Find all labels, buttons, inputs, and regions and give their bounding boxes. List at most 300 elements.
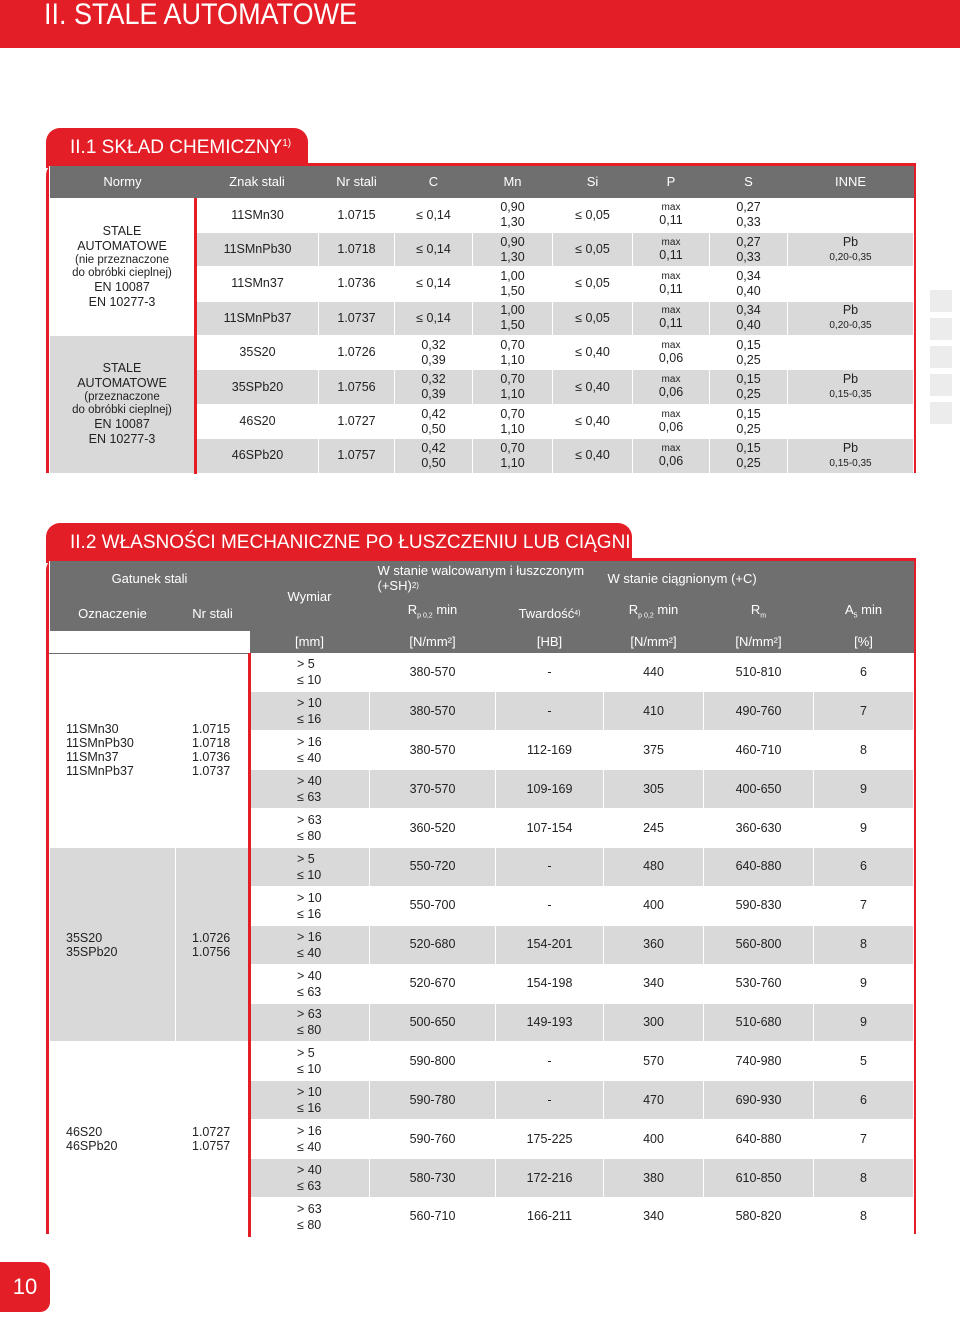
grade-number: 1.0718 — [192, 736, 231, 751]
a5-value: 7 — [814, 1120, 914, 1159]
dimension-range — [250, 1081, 370, 1120]
rm-value: 360-630 — [704, 809, 814, 848]
page-title: II. STALE AUTOMATOWE — [44, 0, 358, 31]
a5-value: 9 — [814, 809, 914, 848]
section2-title-text: II.2 WŁASNOŚCI MECHANICZNE PO ŁUSZCZENIU LUB CIĄGNIENIU — [70, 532, 676, 553]
dimension-lower: > 5 — [297, 851, 315, 866]
dimension-upper: ≤ 10 — [297, 673, 322, 688]
dimension-lower: > 40 — [297, 968, 322, 983]
phosphorus-number: 0,11 — [659, 316, 683, 331]
rp-sh-tail: min — [432, 602, 458, 618]
carbon-value: ≤ 0,14 — [395, 267, 473, 301]
rp-sh-value: 360-520 — [370, 809, 496, 848]
twardosc-text: Twardość — [518, 605, 575, 621]
dimension-upper: ≤ 63 — [297, 984, 322, 999]
manganese-value — [473, 198, 553, 232]
background-decoration — [930, 318, 952, 340]
rp-sh-value: 560-710 — [370, 1197, 496, 1236]
hardness-value: 149-193 — [496, 1003, 604, 1042]
rp-sh-value: 550-720 — [370, 847, 496, 886]
manganese-value — [473, 336, 553, 370]
manganese-line: 0,70 — [500, 440, 525, 455]
carbon-line: 0,32 — [421, 337, 446, 352]
page-header-bar — [0, 0, 960, 48]
sulfur-line: 0,15 — [736, 440, 761, 455]
grade-group-names — [50, 653, 176, 847]
dimension-upper: ≤ 63 — [297, 790, 322, 805]
dimension-upper: ≤ 63 — [297, 1179, 322, 1194]
mechanical-row — [50, 847, 914, 886]
unit-rp-sh: [N/mm²] — [370, 631, 496, 653]
dimension-upper: ≤ 10 — [297, 867, 322, 882]
unit-rp-c: [N/mm²] — [604, 631, 704, 653]
dimension-lower: > 63 — [297, 813, 322, 827]
other-element-name: Pb — [842, 234, 859, 249]
col-header-c: C — [395, 166, 473, 198]
dimension-upper: ≤ 80 — [297, 1217, 322, 1232]
phosphorus-max-label: max — [661, 305, 681, 317]
a5-sub: 5 — [853, 612, 858, 620]
rm-value: 490-760 — [704, 692, 814, 731]
a5-value: 5 — [814, 1042, 914, 1081]
steel-number: 1.0757 — [319, 439, 395, 473]
grade-name: 46S20 — [66, 1125, 103, 1140]
grade-name: 46SPb20 — [66, 1139, 118, 1154]
phosphorus-value — [633, 439, 710, 473]
norm-group-line: do obróbki cieplnej) — [72, 404, 172, 417]
manganese-line: 1,30 — [500, 249, 525, 264]
sulfur-line: 0,27 — [736, 234, 761, 249]
a5-value: 8 — [814, 1197, 914, 1236]
other-elements-value — [788, 404, 914, 438]
col-header-gatunek: Gatunek stali — [50, 561, 250, 595]
rm-sub: m — [760, 612, 767, 620]
hardness-value: 109-169 — [496, 770, 604, 809]
sulfur-value — [710, 267, 788, 301]
sulfur-value — [710, 232, 788, 266]
dimension-range — [250, 1042, 370, 1081]
rp-c-value: 375 — [604, 731, 704, 770]
sulfur-value — [710, 439, 788, 473]
phosphorus-number: 0,11 — [659, 247, 683, 262]
dimension-lower: > 5 — [297, 657, 315, 672]
rp-c-value: 340 — [604, 964, 704, 1003]
rp-c-value: 570 — [604, 1042, 704, 1081]
mech-header-row-2 — [50, 595, 914, 631]
dimension-upper: ≤ 10 — [297, 1062, 322, 1077]
background-decoration — [930, 346, 952, 368]
dimension-range — [250, 653, 370, 692]
norm-group-line: (przeznaczone — [84, 391, 160, 404]
sulfur-line: 0,34 — [736, 303, 761, 318]
steel-grade: 35SPb20 — [196, 370, 319, 404]
rp-c-sub: p 0,2 — [638, 612, 654, 620]
mechanical-row — [50, 1042, 914, 1081]
a5-value: 9 — [814, 964, 914, 1003]
grade-number: 1.0726 — [192, 930, 231, 945]
carbon-value: ≤ 0,14 — [395, 301, 473, 335]
hardness-value: - — [496, 886, 604, 925]
dimension-range — [250, 1197, 370, 1236]
grade-number: 1.0737 — [192, 764, 231, 779]
grade-number: 1.0756 — [192, 944, 231, 959]
col-header-normy: Normy — [50, 166, 196, 198]
rm-value: 400-650 — [704, 770, 814, 809]
col-header-ciagniony: W stanie ciągnionym (+C) — [604, 561, 914, 595]
manganese-value — [473, 370, 553, 404]
col-header-nr-stali: Nr stali — [176, 595, 250, 631]
rp-sh-r: R — [407, 602, 418, 618]
silicon-value: ≤ 0,05 — [553, 198, 633, 232]
other-elements-value — [788, 267, 914, 301]
phosphorus-max-label: max — [661, 374, 681, 386]
norm-group-heat-treatable — [50, 336, 196, 474]
hardness-value: - — [496, 692, 604, 731]
dimension-upper: ≤ 40 — [297, 1140, 322, 1155]
carbon-line: 0,42 — [421, 440, 446, 455]
dimension-lower: > 10 — [297, 1085, 322, 1100]
hardness-value: - — [496, 653, 604, 692]
dimension-range — [250, 1159, 370, 1198]
composition-row — [50, 336, 914, 370]
sulfur-line: 0,15 — [736, 372, 761, 387]
grade-number: 1.0727 — [192, 1125, 231, 1140]
norm-group-line: (nie przeznaczone — [75, 253, 169, 266]
a5-value: 7 — [814, 886, 914, 925]
rp-sh-value: 380-570 — [370, 653, 496, 692]
manganese-line: 0,70 — [500, 406, 525, 421]
col-header-twardosc — [496, 595, 604, 631]
unit-a5: [%] — [814, 631, 914, 653]
phosphorus-value — [633, 370, 710, 404]
dimension-lower: > 10 — [297, 696, 322, 711]
manganese-line: 1,30 — [500, 215, 525, 230]
steel-grade: 35S20 — [196, 336, 319, 370]
composition-table — [49, 166, 914, 474]
norm-group-line: EN 10087 — [94, 417, 150, 432]
dimension-range — [250, 847, 370, 886]
grade-number: 1.0736 — [192, 750, 231, 765]
dimension-lower: > 40 — [297, 1163, 322, 1178]
background-decoration — [930, 402, 952, 424]
carbon-value — [395, 370, 473, 404]
grade-group-numbers — [176, 653, 250, 847]
hardness-value: - — [496, 847, 604, 886]
grade-number: 1.0715 — [192, 722, 231, 737]
grade-name: 35SPb20 — [66, 944, 118, 959]
dimension-upper: ≤ 80 — [297, 1023, 322, 1038]
rp-c-value: 480 — [604, 847, 704, 886]
carbon-line: 0,50 — [421, 421, 446, 436]
col-header-inne: INNE — [788, 166, 914, 198]
other-elements-value — [788, 301, 914, 335]
phosphorus-max-label: max — [661, 236, 681, 248]
norm-group-line: do obróbki cieplnej) — [72, 266, 172, 279]
background-decoration — [930, 374, 952, 396]
rp-c-value: 470 — [604, 1081, 704, 1120]
other-elements-value — [788, 198, 914, 232]
unit-mm: [mm] — [250, 631, 370, 653]
dimension-range — [250, 770, 370, 809]
mechanical-table-frame — [46, 558, 916, 1234]
dimension-upper: ≤ 40 — [297, 945, 322, 960]
manganese-line: 1,00 — [500, 268, 525, 283]
grade-name: 11SMnPb37 — [66, 764, 134, 779]
carbon-value — [395, 336, 473, 370]
other-element-name: Pb — [842, 440, 859, 455]
a5-value: 9 — [814, 770, 914, 809]
hardness-value: 154-198 — [496, 964, 604, 1003]
sulfur-value — [710, 370, 788, 404]
steel-number: 1.0756 — [319, 370, 395, 404]
sulfur-line: 0,33 — [736, 249, 761, 264]
manganese-line: 0,90 — [500, 234, 525, 249]
dimension-lower: > 16 — [297, 929, 322, 944]
phosphorus-max-label: max — [661, 339, 681, 351]
rp-sh-value: 580-730 — [370, 1159, 496, 1198]
sulfur-value — [710, 336, 788, 370]
unit-rm: [N/mm²] — [704, 631, 814, 653]
rm-value: 690-930 — [704, 1081, 814, 1120]
sulfur-value — [710, 198, 788, 232]
col-header-rp-c — [604, 595, 704, 631]
sulfur-line: 0,25 — [736, 352, 761, 367]
composition-row — [50, 198, 914, 232]
carbon-line: 0,39 — [421, 387, 446, 402]
mech-units-row — [50, 631, 914, 653]
a5-value: 9 — [814, 1003, 914, 1042]
carbon-value — [395, 404, 473, 438]
dimension-range — [250, 692, 370, 731]
sulfur-line: 0,40 — [736, 318, 761, 333]
manganese-line: 1,50 — [500, 318, 525, 333]
sulfur-line: 0,25 — [736, 421, 761, 436]
a5-value: 6 — [814, 847, 914, 886]
norm-group-line: AUTOMATOWE — [77, 238, 167, 253]
dimension-range — [250, 1003, 370, 1042]
hardness-value: - — [496, 1081, 604, 1120]
phosphorus-max-label: max — [661, 408, 681, 420]
rm-value: 510-680 — [704, 1003, 814, 1042]
col-header-a5 — [814, 595, 914, 631]
grade-group-names — [50, 847, 176, 1041]
grade-group-names — [50, 1042, 176, 1236]
a5-tail: min — [857, 602, 883, 618]
dimension-lower: > 5 — [297, 1046, 315, 1061]
sulfur-line: 0,15 — [736, 337, 761, 352]
rp-c-value: 305 — [604, 770, 704, 809]
carbon-line: 0,32 — [421, 372, 446, 387]
section1-title-sup: 1) — [282, 138, 292, 149]
sulfur-line: 0,15 — [736, 406, 761, 421]
dimension-lower: > 63 — [297, 1201, 322, 1216]
rm-value: 580-820 — [704, 1197, 814, 1236]
hardness-value: 107-154 — [496, 809, 604, 848]
manganese-line: 0,70 — [500, 337, 525, 352]
steel-grade: 11SMnPb30 — [196, 232, 319, 266]
dimension-lower: > 16 — [297, 735, 322, 750]
grade-name: 35S20 — [66, 930, 103, 945]
carbon-value: ≤ 0,14 — [395, 232, 473, 266]
rp-c-value: 340 — [604, 1197, 704, 1236]
col-header-p: P — [633, 166, 710, 198]
phosphorus-value — [633, 198, 710, 232]
twardosc-sup: 4) — [574, 609, 581, 617]
sulfur-line: 0,40 — [736, 283, 761, 298]
norm-group-line: EN 10087 — [94, 279, 150, 294]
hardness-value: 112-169 — [496, 731, 604, 770]
hardness-value: 166-211 — [496, 1197, 604, 1236]
col-header-s: S — [710, 166, 788, 198]
manganese-line: 1,10 — [500, 455, 525, 470]
other-elements-value — [788, 370, 914, 404]
grade-group-numbers — [176, 1042, 250, 1236]
rm-value: 610-850 — [704, 1159, 814, 1198]
carbon-line: 0,39 — [421, 352, 446, 367]
hardness-value: - — [496, 1042, 604, 1081]
other-elements-value — [788, 232, 914, 266]
rp-sh-value: 590-780 — [370, 1081, 496, 1120]
steel-grade: 46S20 — [196, 404, 319, 438]
silicon-value: ≤ 0,40 — [553, 404, 633, 438]
manganese-value — [473, 439, 553, 473]
sulfur-line: 0,27 — [736, 200, 761, 215]
rp-c-value: 300 — [604, 1003, 704, 1042]
rp-sh-value: 590-800 — [370, 1042, 496, 1081]
a5-value: 8 — [814, 1159, 914, 1198]
grade-name: 11SMnPb30 — [66, 736, 134, 751]
steel-grade: 46SPb20 — [196, 439, 319, 473]
dimension-lower: > 16 — [297, 1124, 322, 1139]
grade-name: 11SMn30 — [66, 722, 119, 737]
other-element-name: Pb — [842, 372, 859, 387]
rp-c-tail: min — [653, 602, 679, 618]
rm-r: R — [750, 602, 761, 618]
section1-title-text: II.1 SKŁAD CHEMICZNY — [70, 137, 283, 158]
phosphorus-number: 0,06 — [658, 453, 684, 468]
rp-c-value: 400 — [604, 886, 704, 925]
phosphorus-number: 0,11 — [659, 281, 683, 296]
manganese-line: 1,10 — [500, 421, 525, 436]
dimension-upper: ≤ 16 — [297, 906, 322, 921]
other-element-range: 0,15-0,35 — [829, 389, 872, 401]
manganese-line: 1,10 — [500, 352, 525, 367]
carbon-line: 0,42 — [421, 406, 446, 421]
dimension-upper: ≤ 40 — [297, 751, 322, 766]
rp-sh-value: 380-570 — [370, 731, 496, 770]
norm-group-line: STALE — [102, 361, 142, 376]
steel-number: 1.0736 — [319, 267, 395, 301]
norm-group-line: EN 10277-3 — [88, 294, 156, 309]
col-header-rp-sh — [370, 595, 496, 631]
rp-c-value: 380 — [604, 1159, 704, 1198]
phosphorus-max-label: max — [661, 442, 681, 454]
rm-value: 640-880 — [704, 847, 814, 886]
phosphorus-max-label: max — [661, 202, 681, 214]
rp-sh-value: 500-650 — [370, 1003, 496, 1042]
steel-number: 1.0726 — [319, 336, 395, 370]
dimension-range — [250, 886, 370, 925]
a5-value: 6 — [814, 653, 914, 692]
phosphorus-value — [633, 267, 710, 301]
dimension-lower: > 40 — [297, 774, 322, 789]
col-header-oznaczenie: Oznaczenie — [50, 595, 176, 631]
a5-value: 8 — [814, 731, 914, 770]
silicon-value: ≤ 0,05 — [553, 232, 633, 266]
phosphorus-value — [633, 336, 710, 370]
other-elements-value — [788, 336, 914, 370]
a5-value: 6 — [814, 1081, 914, 1120]
col-header-rm — [704, 595, 814, 631]
dimension-lower: > 10 — [297, 890, 322, 905]
a5-a: A — [844, 602, 854, 618]
silicon-value: ≤ 0,40 — [553, 336, 633, 370]
rp-sh-value: 590-760 — [370, 1120, 496, 1159]
rp-c-value: 245 — [604, 809, 704, 848]
rp-c-value: 400 — [604, 1120, 704, 1159]
phosphorus-value — [633, 232, 710, 266]
hardness-value: 172-216 — [496, 1159, 604, 1198]
walcowany-sup: 2) — [411, 581, 419, 590]
rp-c-value: 360 — [604, 925, 704, 964]
col-header-wymiar: Wymiar — [250, 561, 370, 631]
sulfur-line: 0,25 — [736, 387, 761, 402]
manganese-line: 0,90 — [500, 200, 525, 215]
col-header-znak: Znak stali — [196, 166, 319, 198]
grade-group-numbers — [176, 847, 250, 1041]
rp-c-r: R — [628, 602, 639, 618]
phosphorus-number: 0,06 — [658, 419, 684, 434]
dimension-range — [250, 809, 370, 848]
mech-header-row-1 — [50, 561, 914, 595]
unit-hb: [HB] — [496, 631, 604, 653]
col-header-walcowany — [370, 561, 604, 595]
dimension-range — [250, 1120, 370, 1159]
rp-sh-value: 520-670 — [370, 964, 496, 1003]
rm-value: 560-800 — [704, 925, 814, 964]
steel-grade: 11SMn37 — [196, 267, 319, 301]
manganese-value — [473, 232, 553, 266]
mechanical-table — [49, 561, 914, 1237]
manganese-value — [473, 301, 553, 335]
rm-value: 640-880 — [704, 1120, 814, 1159]
dimension-range — [250, 964, 370, 1003]
rm-value: 510-810 — [704, 653, 814, 692]
steel-number: 1.0715 — [319, 198, 395, 232]
rp-sh-value: 380-570 — [370, 692, 496, 731]
other-element-range: 0,20-0,35 — [829, 320, 872, 332]
sulfur-value — [710, 404, 788, 438]
other-element-range: 0,20-0,35 — [829, 251, 872, 263]
norm-group-non-heat-treatable — [50, 198, 196, 336]
manganese-line: 1,50 — [500, 283, 525, 298]
sulfur-value — [710, 301, 788, 335]
a5-value: 8 — [814, 925, 914, 964]
manganese-value — [473, 404, 553, 438]
units-blank — [50, 631, 250, 653]
other-element-range: 0,15-0,35 — [829, 457, 872, 469]
page-number: 10 — [0, 1262, 50, 1312]
phosphorus-number: 0,06 — [658, 385, 684, 400]
composition-header-row — [50, 166, 914, 198]
phosphorus-number: 0,11 — [659, 213, 683, 228]
col-header-si: Si — [553, 166, 633, 198]
steel-number: 1.0727 — [319, 404, 395, 438]
rm-value: 530-760 — [704, 964, 814, 1003]
dimension-upper: ≤ 80 — [297, 829, 322, 843]
rp-c-value: 410 — [604, 692, 704, 731]
sulfur-line: 0,33 — [736, 215, 761, 230]
